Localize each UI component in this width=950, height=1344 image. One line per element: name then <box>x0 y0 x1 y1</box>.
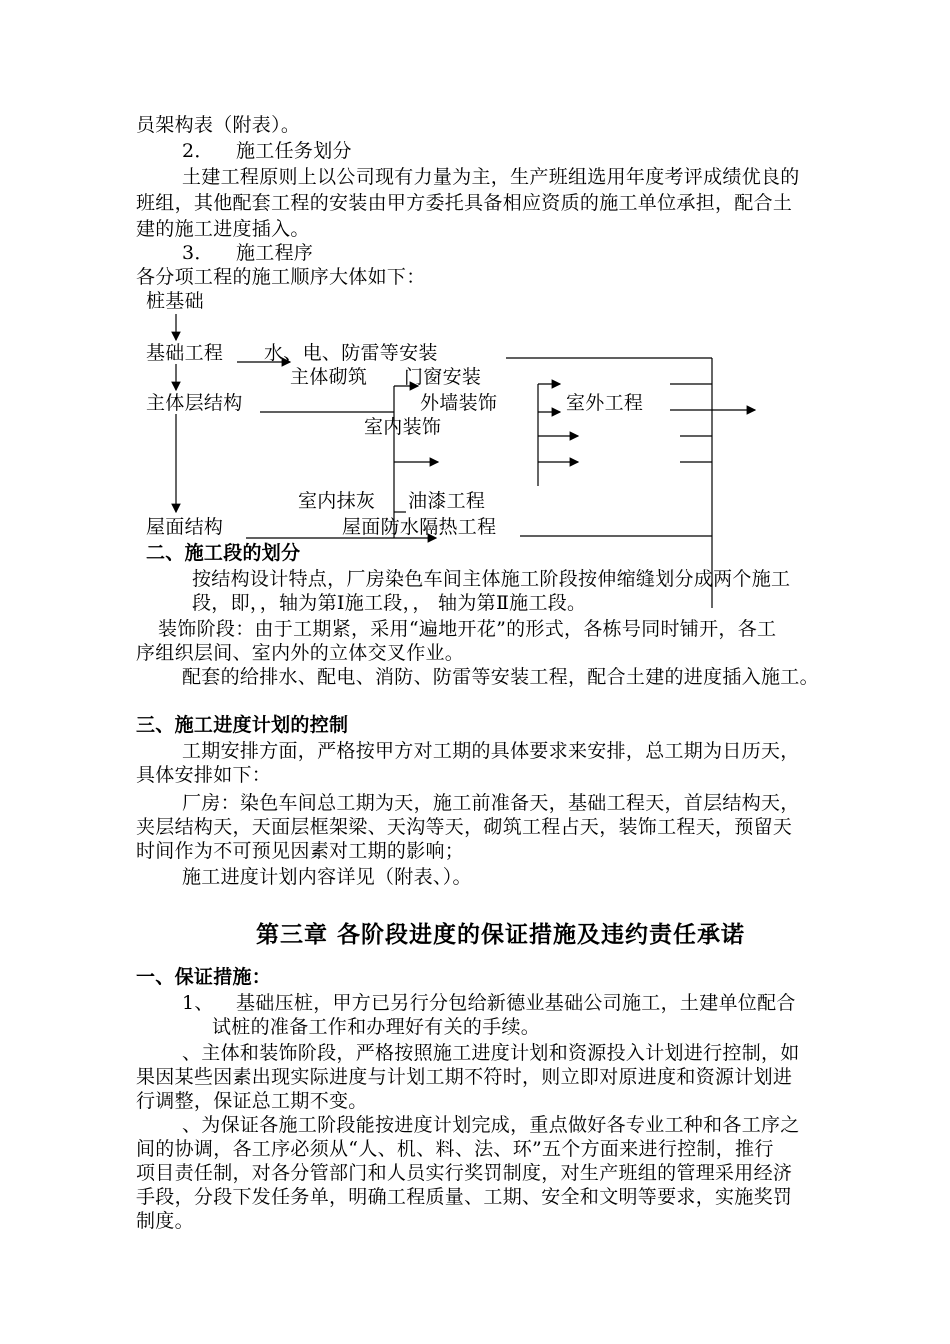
item-heading: 施工程序 <box>236 242 314 264</box>
text-line: 项目责任制，对各分管部门和人员实行奖罚制度，对生产班组的管理采用经济 <box>136 1162 793 1184</box>
text-line: 建的施工进度插入。 <box>136 218 310 240</box>
section-heading: 一、保证措施： <box>136 966 272 988</box>
text-line: 试桩的准备工作和办理好有关的手续。 <box>212 1016 541 1038</box>
text-line: 班组，其他配套工程的安装由甲方委托具备相应资质的施工单位承担，配合土 <box>136 192 793 214</box>
node-painting: 油漆工程 <box>408 490 486 512</box>
text-line: 夹层结构天，天面层框架梁、天沟等天，砌筑工程占天，装饰工程天，预留天 <box>136 816 793 838</box>
text-line: 段，即，，轴为第Ⅰ施工段，， 轴为第Ⅱ施工段。 <box>192 592 587 614</box>
text-line: 各分项工程的施工顺序大体如下： <box>136 266 426 288</box>
text-line: 装饰阶段：由于工期紧，采用“遍地开花”的形式，各栋号同时铺开，各工 <box>158 618 777 640</box>
section-heading: 二、施工段的划分 <box>146 542 301 564</box>
text-line: 序组织层间、室内外的立体交叉作业。 <box>136 642 465 664</box>
item-number: 1、 <box>182 992 214 1014</box>
text-line: 配套的给排水、配电、消防、防雷等安装工程，配合土建的进度插入施工。 <box>182 666 819 688</box>
text-line: 手段，分段下发任务单，明确工程质量、工期、安全和文明等要求，实施奖罚 <box>136 1186 793 1208</box>
text-line: 制度。 <box>136 1210 194 1232</box>
section-heading: 三、施工进度计划的控制 <box>136 714 349 736</box>
node-interior-finish: 室内装饰 <box>364 416 442 438</box>
text-line: 时间作为不可预见因素对工期的影响； <box>136 840 465 862</box>
node-foundation: 基础工程 <box>146 342 224 364</box>
text-line: 工期安排方面，严格按甲方对工期的具体要求来安排，总工期为日历天， <box>182 740 800 762</box>
text-line: 厂房：染色车间总工期为天，施工前准备天，基础工程天，首层结构天， <box>182 792 800 814</box>
text-line: 土建工程原则上以公司现有力量为主，生产班组选用年度考评成绩优良的 <box>182 166 800 188</box>
item-number: 3． <box>182 242 214 264</box>
text-line: 行调整，保证总工期不变。 <box>136 1090 368 1112</box>
text-line: 基础压桩，甲方已另行分包给新德业基础公司施工，土建单位配合 <box>236 992 796 1014</box>
text-line: 施工进度计划内容详见（附表、）。 <box>182 866 472 888</box>
node-roof-waterproofing: 屋面防水隔热工程 <box>342 516 497 538</box>
text-line: 间的协调，各工序必须从“人、机、料、法、环”五个方面来进行控制，推行 <box>136 1138 774 1160</box>
text-line: 果因某些因素出现实际进度与计划工期不符时，则立即对原进度和资源计划进 <box>136 1066 793 1088</box>
chapter-title: 第三章 各阶段进度的保证措施及违约责任承诺 <box>256 921 746 948</box>
text-line: 具体安排如下： <box>136 764 272 786</box>
node-roof-structure: 屋面结构 <box>146 516 224 538</box>
text-line: 、主体和装饰阶段，严格按照施工进度计划和资源投入计划进行控制，如 <box>182 1042 800 1064</box>
node-exterior-finish: 外墙装饰 <box>420 392 498 414</box>
node-pile-foundation: 桩基础 <box>146 290 204 312</box>
text-line: 员架构表（附表）。 <box>136 114 301 136</box>
text-line: 、为保证各施工阶段能按进度计划完成，重点做好各专业工种和各工序之 <box>182 1114 800 1136</box>
node-plastering: 室内抹灰 <box>298 490 376 512</box>
text-line: 按结构设计特点，厂房染色车间主体施工阶段按伸缩缝划分成两个施工 <box>192 568 791 590</box>
node-main-structure: 主体层结构 <box>146 392 243 414</box>
node-outdoor-works: 室外工程 <box>566 392 644 414</box>
node-utilities: 水、电、防雷等安装 <box>264 342 438 364</box>
node-masonry: 主体砌筑 <box>290 366 368 388</box>
item-number: 2． <box>182 140 214 162</box>
node-doors-windows: 门窗安装 <box>404 366 482 388</box>
item-heading: 施工任务划分 <box>236 140 352 162</box>
